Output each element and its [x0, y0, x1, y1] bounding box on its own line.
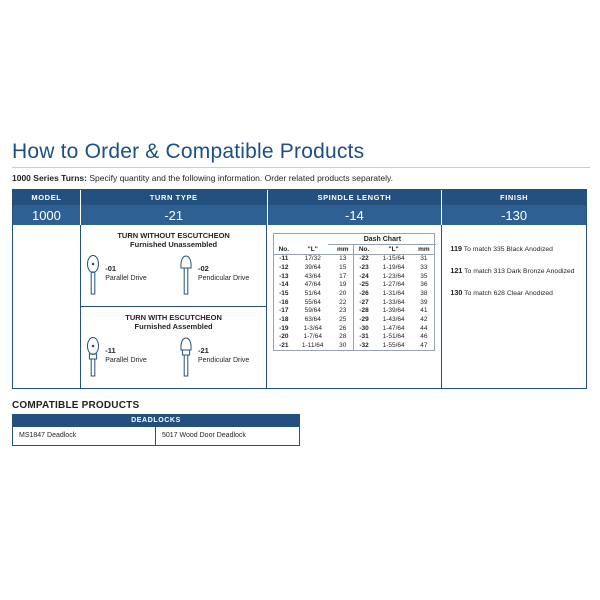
turn-option-02 — [178, 254, 262, 298]
cell-l-1: 1-11/64 — [301, 341, 324, 349]
table-row — [13, 427, 299, 445]
turn-option-21-label: Pendicular Drive — [197, 356, 250, 364]
dash-header-l-2: "L" — [374, 245, 414, 254]
dash-chart-table — [274, 245, 434, 350]
value-finish: -130 — [501, 207, 528, 223]
page-title: How to Order & Compatible Products — [12, 140, 365, 163]
cell-l-1: 63/64 — [304, 315, 321, 323]
compatible-products-header: DEADLOCKS — [13, 415, 299, 427]
finish-text-130: To match 628 Clear Anodized — [464, 290, 553, 298]
table-row — [274, 281, 434, 290]
cell-mm-2: 38 — [420, 289, 428, 297]
order-sheet — [8, 140, 592, 446]
cell-mm-1: 17 — [339, 272, 347, 280]
finish-list — [442, 225, 586, 319]
turn-option-11-label: Parallel Drive — [105, 356, 147, 364]
turn-option-02-text — [198, 254, 249, 284]
cell-l-1: 55/64 — [304, 298, 321, 306]
cell-no-1: -12 — [279, 263, 289, 271]
cell-no-1: -14 — [279, 281, 289, 289]
finish-code-130: 130 — [450, 288, 463, 298]
cell-l-1: 1-3/64 — [303, 324, 322, 332]
turn-option-11-code: -11 — [105, 345, 116, 355]
thumbturn-escutcheon-icon — [178, 336, 194, 380]
cell-mm-1: 20 — [339, 289, 347, 297]
cell-no-2: -31 — [354, 333, 374, 342]
cell-l-1: 1-7/64 — [303, 333, 322, 341]
cell-l-2: 1-15/64 — [382, 255, 405, 263]
cell-mm-1: 15 — [339, 263, 347, 271]
cell-mm-2: 33 — [420, 263, 428, 271]
table-body-row — [13, 225, 586, 388]
table-row — [274, 272, 434, 281]
table-row — [274, 263, 434, 272]
cell-l-1: 47/64 — [304, 281, 321, 289]
cell-no-2: -27 — [354, 298, 374, 307]
cell-l-2: 1-23/64 — [382, 272, 405, 280]
dash-chart-wrap — [267, 225, 441, 357]
cell-l-1: 43/64 — [304, 272, 321, 280]
turn-option-01-text — [105, 254, 147, 284]
turn-group-2-options — [81, 332, 267, 388]
column-header-turn-type: TURN TYPE — [81, 190, 268, 205]
table-row — [274, 341, 434, 350]
turn-group-1-subtitle: Furnished Unassembled — [130, 240, 218, 250]
value-turn-type: -21 — [81, 205, 268, 225]
turn-type-body-cell — [81, 225, 268, 388]
cell-mm-1: 28 — [339, 333, 347, 341]
cell-l-1: 17/32 — [304, 255, 321, 263]
value-spindle-length: -14 — [268, 205, 443, 225]
compatible-products-title: COMPATIBLE PRODUCTS — [12, 399, 140, 411]
subtitle-bold: 1000 Series Turns: — [12, 173, 87, 183]
thumbturn-icon — [85, 254, 101, 298]
cell-l-2: 1-47/64 — [382, 324, 405, 332]
finish-text-121: To match 313 Dark Bronze Anodized — [464, 268, 575, 276]
cell-l-1: 39/64 — [304, 263, 321, 271]
cell-mm-2: 36 — [420, 281, 428, 289]
title-divider — [12, 167, 590, 168]
table-row — [274, 324, 434, 333]
turn-option-21 — [178, 336, 262, 380]
cell-mm-2: 31 — [420, 255, 428, 263]
table-row — [274, 298, 434, 307]
cell-mm-2: 47 — [420, 341, 428, 349]
dash-header-mm-1: mm — [332, 245, 354, 254]
dash-chart — [273, 233, 435, 351]
cell-mm-2: 35 — [420, 272, 428, 280]
subtitle-rest: Specify quantity and the following information. Order related products separately. — [86, 173, 393, 183]
how-to-order-table — [12, 189, 587, 389]
cell-l-2: 1-19/64 — [382, 263, 405, 271]
cell-no-1: -20 — [279, 333, 289, 341]
cell-no-2: -22 — [354, 254, 374, 263]
table-row — [274, 333, 434, 342]
turn-group-2-subtitle: Furnished Assembled — [134, 322, 213, 332]
table-row — [274, 315, 434, 324]
turn-option-01-label: Parallel Drive — [105, 275, 147, 283]
dash-chart-title: Dash Chart — [328, 234, 436, 245]
turn-group-1-title: TURN WITHOUT ESCUTCHEON — [117, 231, 230, 240]
table-value-row — [13, 205, 586, 225]
cell-mm-1: 25 — [339, 315, 347, 323]
column-header-model: MODEL — [13, 190, 81, 205]
cell-l-1: 51/64 — [304, 289, 321, 297]
cell-no-1: -11 — [279, 255, 289, 263]
column-header-spindle-length: SPINDLE LENGTH — [268, 190, 443, 205]
turn-group-1-caption — [81, 225, 267, 250]
table-row — [274, 254, 434, 263]
turn-option-21-text — [198, 336, 249, 366]
cell-mm-1: 13 — [339, 255, 347, 263]
cell-mm-2: 46 — [420, 333, 428, 341]
turn-option-01 — [85, 254, 169, 298]
turn-group-1-options — [81, 250, 267, 306]
cell-mm-2: 39 — [420, 298, 428, 306]
spindle-length-body-cell — [267, 225, 442, 388]
cell-mm-1: 26 — [339, 324, 347, 332]
cell-no-1: -15 — [279, 289, 289, 297]
cell-no-1: -19 — [279, 324, 289, 332]
cell-no-2: -28 — [354, 307, 374, 316]
table-row — [274, 289, 434, 298]
cell-l-2: 1-51/64 — [382, 333, 405, 341]
cell-no-2: -25 — [354, 281, 374, 290]
finish-item-121 — [450, 267, 578, 276]
dash-chart-header-row — [274, 245, 434, 254]
column-header-finish: FINISH — [500, 193, 529, 202]
cell-mm-1: 22 — [339, 298, 347, 306]
cell-mm-2: 44 — [420, 324, 428, 332]
cell-mm-1: 23 — [339, 307, 347, 315]
cell-no-2: -23 — [354, 263, 374, 272]
compatible-product-1: MS1847 Deadlock — [13, 427, 156, 445]
dash-header-no-1: No. — [274, 245, 293, 254]
cell-l-1: 59/64 — [304, 307, 321, 315]
dash-header-mm-2: mm — [413, 245, 434, 254]
dash-header-l-1: "L" — [293, 245, 332, 254]
cell-l-2: 1-39/64 — [382, 307, 405, 315]
dash-chart-body — [274, 254, 434, 350]
cell-no-2: -29 — [354, 315, 374, 324]
turn-option-02-code: -02 — [197, 263, 209, 273]
cell-l-2: 1-31/64 — [382, 289, 405, 297]
cell-mm-2: 41 — [420, 307, 428, 315]
turn-option-11-text — [105, 336, 147, 366]
cell-l-2: 1-33/64 — [382, 298, 405, 306]
turn-option-21-code: -21 — [197, 345, 209, 355]
cell-no-2: -26 — [354, 289, 374, 298]
cell-mm-1: 19 — [339, 281, 347, 289]
cell-l-2: 1-27/64 — [382, 281, 405, 289]
turn-option-02-label: Pendicular Drive — [197, 275, 250, 283]
finish-item-130 — [450, 289, 578, 298]
finish-code-121: 121 — [450, 266, 463, 276]
dash-header-no-2: No. — [354, 245, 374, 254]
turn-group-2-caption — [81, 307, 267, 332]
cell-no-1: -13 — [279, 272, 289, 280]
table-header-row — [13, 190, 586, 205]
cell-mm-2: 42 — [420, 315, 428, 323]
subtitle — [12, 173, 592, 183]
cell-no-2: -30 — [354, 324, 374, 333]
thumbturn-escutcheon-icon — [85, 336, 101, 380]
turn-option-01-code: -01 — [105, 263, 117, 273]
cell-no-2: -24 — [354, 272, 374, 281]
cell-l-2: 1-43/64 — [382, 315, 405, 323]
finish-item-119 — [450, 245, 578, 254]
cell-no-1: -21 — [279, 341, 289, 349]
finish-text-119: To match 335 Black Anodized — [463, 246, 553, 253]
cell-mm-1: 30 — [339, 341, 347, 349]
finish-code-119: 119 — [450, 244, 462, 253]
compatible-product-2: 5017 Wood Door Deadlock — [162, 432, 246, 439]
cell-no-1: -16 — [279, 298, 289, 306]
cell-no-2: -32 — [354, 341, 374, 350]
cell-no-1: -17 — [279, 307, 289, 315]
model-body-cell — [13, 225, 81, 388]
thumbturn-icon — [178, 254, 194, 298]
cell-l-2: 1-55/64 — [382, 341, 405, 349]
cell-no-1: -18 — [279, 315, 289, 323]
compatible-products-table — [12, 414, 300, 446]
turn-option-11 — [85, 336, 169, 380]
table-row — [274, 307, 434, 316]
turn-group-2-title: TURN WITH ESCUTCHEON — [125, 312, 222, 322]
value-model: 1000 — [13, 205, 81, 225]
finish-body-cell — [442, 225, 586, 388]
